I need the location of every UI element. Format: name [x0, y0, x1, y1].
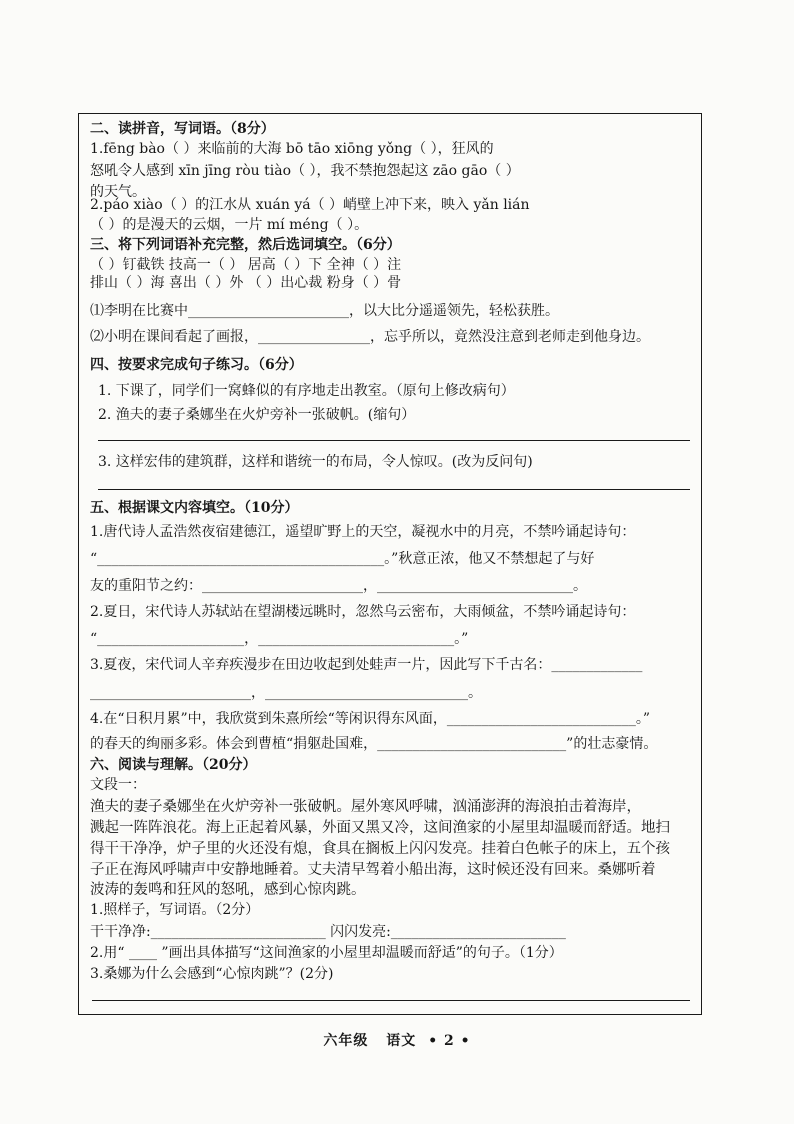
section-5-title: 五、根据课文内容填空。（10分） — [90, 500, 299, 516]
section-6-question-3: 3.桑娜为什么会感到“心惊肉跳”？(2分) — [90, 966, 334, 982]
section-5-q1-line-1: 1.唐代诗人孟浩然夜宿建德江，遥望旷野上的天空，凝视水中的月亮，不禁吟诵起诗句： — [90, 524, 636, 540]
section-6-question-1-examples: 干干净净:_________________________ 闪闪发亮:_________________________ — [90, 924, 566, 940]
answer-line-4-2 — [98, 440, 690, 441]
section-5-q3-line-2: _______________________，_____________________________。 — [90, 685, 482, 701]
footer-subject: 语文 — [386, 1033, 417, 1049]
section-4-question-3: 3. 这样宏伟的建筑群，这样和谐统一的布局，令人惊叹。(改为反问句) — [98, 454, 533, 470]
answer-line-6-3 — [92, 1000, 690, 1001]
section-6-question-1: 1.照样子，写词语。（2分） — [90, 902, 260, 918]
section-5-q2-line-2: “_____________________，____________________________。” — [90, 631, 469, 647]
section-2-title: 二、读拼音，写词语。（8分） — [90, 121, 275, 137]
section-3-words-row-1: （ ）钉截铁 技高一（ ） 居高（ ）下 全神（ ）注 — [90, 257, 402, 273]
passage-line-1: 渔夫的妻子桑娜坐在火炉旁补一张破帆。屋外寒风呼啸，汹涌澎湃的海浪拍击着海岸， — [90, 799, 641, 815]
passage-line-5: 波涛的轰鸣和狂风的怒吼，感到心惊肉跳。 — [90, 882, 366, 898]
passage-line-2: 溅起一阵阵浪花。海上正起着风暴，外面又黑又冷，这间渔家的小屋里却温暖而舒适。地扫 — [90, 820, 670, 836]
section-2-line-4: 2.páo xiào（ ）的江水从 xuán yá（ ）峭壁上冲下来，映入 yǎn lián — [90, 197, 530, 213]
footer-page-number: • 2 • — [428, 1033, 471, 1049]
section-5-q3-line-1: 3.夏夜，宋代词人辛弃疾漫步在田边收起到处蛙声一片，因此写下千古名：_____________ — [90, 657, 643, 673]
section-3-title: 三、将下列词语补充完整，然后选词填空。（6分） — [90, 237, 401, 253]
section-3-words-row-2: 排山（ ）海 喜出（ ）外 （ ）出心裁 粉身（ ）骨 — [90, 275, 402, 291]
section-2-line-2: 怒吼令人感到 xīn jīng ròu tiào（ ），我不禁抱怨起这 zāo gāo（ ） — [90, 163, 520, 179]
section-4-title: 四、按要求完成句子练习。（6分） — [90, 357, 303, 373]
section-6-question-2: 2.用“ ____ ”画出具体描写“这间渔家的小屋里却温暖而舒适”的句子。（1分） — [90, 945, 563, 961]
section-6-title: 六、阅读与理解。（20分） — [90, 757, 257, 773]
section-5-q1-line-2: “_________________________________________。”秋意正浓，他又不禁想起了与好 — [90, 551, 595, 567]
section-5-q1-line-3: 友的重阳节之约：_______________________，____________________________。 — [90, 578, 587, 594]
section-5-q4-line-1: 4.在“日积月累”中，我欣赏到朱熹所绘“等闲识得东风面，___________________________。” — [90, 711, 650, 727]
section-2-line-1: 1.fēng bào（ ）来临前的大海 bō tāo xiōng yǒng（ ），狂风的 — [90, 141, 494, 157]
section-2-line-5: （ ）的是漫天的云烟，一片 mí méng（ ）。 — [90, 217, 369, 233]
footer-grade: 六年级 — [323, 1033, 369, 1049]
section-3-question-2: ⑵小明在课间看起了画报，________________，忘乎所以，竟然没注意到老师走到他身边。 — [90, 329, 650, 345]
answer-line-4-3 — [98, 489, 690, 490]
page-footer — [0, 1030, 794, 1050]
section-4-question-1: 1. 下课了，同学们一窝蜂似的有序地走出教室。（原句上修改病句） — [98, 383, 515, 399]
section-5-q4-line-2: 的春天的绚丽多彩。体会到曹植“捐躯赴国难，___________________________”的壮志豪情。 — [90, 736, 658, 752]
section-3-question-1: ⑴李明在比赛中_______________________，以大比分遥遥领先，轻松获胜。 — [90, 303, 559, 319]
passage-line-3: 得干干净净，炉子里的火还没有熄，食具在搁板上闪闪发亮。挂着白色帐子的床上，五个孩 — [90, 841, 670, 857]
section-4-question-2: 2. 渔夫的妻子桑娜坐在火炉旁补一张破帆。(缩句） — [98, 407, 416, 423]
section-5-q2-line-1: 2.夏日，宋代诗人苏轼站在望湖楼远眺时，忽然乌云密布，大雨倾盆，不禁吟诵起诗句： — [90, 604, 636, 620]
passage-line-4: 子正在海风呼啸声中安静地睡着。丈夫清早驾着小船出海，这时候还没有回来。桑娜听着 — [90, 862, 656, 878]
section-2-line-3: 的天气。 — [90, 184, 146, 200]
passage-label: 文段一： — [90, 777, 146, 793]
